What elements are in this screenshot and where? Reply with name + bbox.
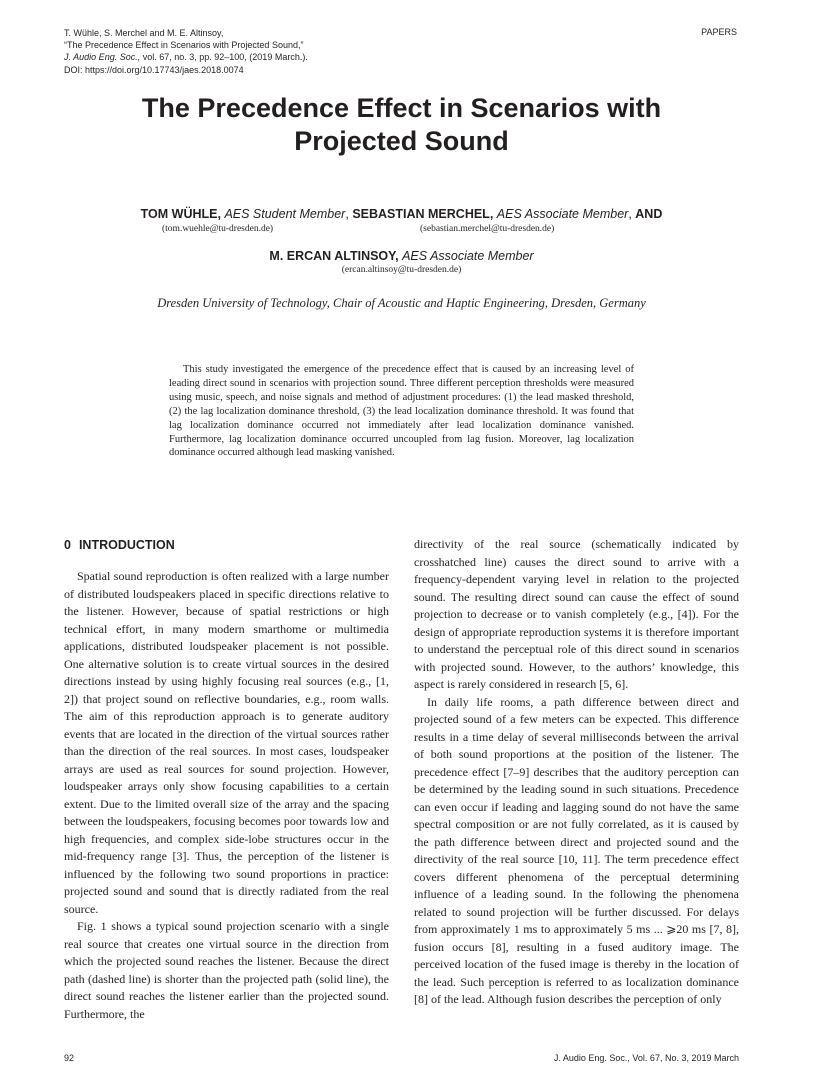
citation-authors: T. Wühle, S. Merchel and M. E. Altinsoy, xyxy=(64,28,224,38)
author2-name: SEBASTIAN MERCHEL, xyxy=(352,207,494,221)
footer-journal-ref: J. Audio Eng. Soc., Vol. 67, No. 3, 2019 March xyxy=(553,1053,739,1063)
paragraph: Fig. 1 shows a typical sound projection scenario with a single real source that creates one virtual source in the direction from which the projected sound reaches the listener. Because the direct path (dashed line) is shorter than the projected path (solid line), the direct sound reaches the listener earlier than the projected sound. Furthermore, the xyxy=(64,919,389,1021)
affiliation: Dresden University of Technology, Chair of Acoustic and Haptic Engineering, Dresden, Germany xyxy=(157,296,646,310)
citation-journal: J. Audio Eng. Soc., xyxy=(64,52,141,63)
author3-email: (ercan.altinsoy@tu-dresden.de) xyxy=(341,265,462,275)
column-right xyxy=(414,536,739,1009)
page-number: 92 xyxy=(64,1053,75,1063)
section-tag: PAPERS xyxy=(701,27,737,37)
section-title: INTRODUCTION xyxy=(78,538,175,552)
author-line-2 xyxy=(60,249,743,263)
author-separator: , xyxy=(628,207,632,221)
author2-role: AES Associate Member xyxy=(496,207,629,221)
author1-name: TOM WÜHLE, xyxy=(140,207,221,221)
citation-doi: DOI: https://doi.org/10.17743/jaes.2018.0074 xyxy=(64,64,244,75)
section-heading xyxy=(64,536,389,554)
author-separator: , xyxy=(345,207,349,221)
paragraph: directivity of the real source (schematically indicated by crosshatched line) causes the direct sound to arrive with a frequency-dependent varying level in relation to the projected sound. The resulting direct sound can cause the effect of sound projection to decrease or to vanish completely (e.g., [4]). For the design of appropriate reproduction systems it is therefore important to understand the perceptual role of this direct sound in scenarios with projected sound. However, to the authors’ knowledge, this aspect is rarely considered in research [5, 6]. xyxy=(414,537,739,691)
section-number: 0 xyxy=(64,538,71,552)
author-conjunction: AND xyxy=(635,207,663,221)
column-left xyxy=(64,536,389,1023)
paragraph: Spatial sound reproduction is often realized with a large number of distributed loudspeakers placed in specific directions relative to the listener. However, because of spatial restrictions or high technical effort, in many modern smarthome or multimedia applications, distributed loudspeaker placement is not possible. One alternative solution is to create virtual sources in the desired directions instead by using highly focusing real sources (e.g., [1, 2]) that project sound on reflective boundaries, e.g., room walls. The aim of this reproduction approach is to generate auditory events that are located in the direction of the virtual sources rather than the direction of the real sources. In most cases, loudspeaker arrays are used as real sources for sound projection. However, loudspeaker arrays only show focusing capabilities to a certain extent. Due to the limited overall size of the array and the spacing between the loudspeakers, focusing becomes poor towards low and high frequencies, and complex side-lobe structures occur in the mid-frequency range [3]. Thus, the perception of the listener is influenced by the following two sound proportions in practice: projected sound and sound that is directly radiated from the real source. xyxy=(64,569,389,916)
paper-title-line1: The Precedence Effect in Scenarios with xyxy=(141,93,662,123)
author1-email: (tom.wuehle@tu-dresden.de) xyxy=(162,224,274,234)
author-line-1 xyxy=(60,207,743,221)
abstract: This study investigated the emergence of the precedence effect that is caused by an increasing level of leading direct sound in scenarios with projection sound. Three different perception thresholds were measured using music, speech, and noise signals and method of adjustment procedures: (1) the lead masked threshold, (2) the lag localization dominance threshold, (3) the lead localization dominance threshold. It was found that lag localization dominance occurred not immediately after lead localization dominance vanished. Furthermore, lag localization dominance occurred uncoupled from lag fusion. Moreover, lag localization dominance occurred although lead masking vanished. xyxy=(169,364,634,459)
citation-title: “The Precedence Effect in Scenarios with Projected Sound,” xyxy=(64,40,304,51)
author2-email: (sebastian.merchel@tu-dresden.de) xyxy=(420,224,555,234)
paper-title-line2: Projected Sound xyxy=(294,126,509,156)
author3-role: AES Associate Member xyxy=(402,249,534,263)
citation-block xyxy=(64,27,308,76)
author3-name: M. ERCAN ALTINSOY, xyxy=(269,249,399,263)
paper-title xyxy=(60,92,743,158)
citation-journal-line xyxy=(64,51,308,63)
citation-details: vol. 67, no. 3, pp. 92–100, (2019 March.). xyxy=(140,52,308,63)
paragraph: In daily life rooms, a path difference between direct and projected sound of a few meters can be expected. This difference results in a time delay of several milliseconds between the arrival of both sound proportions at the position of the listener. The precedence effect [7–9] describes that the auditory perception can be determined by the leading sound in such situations. Precedence can even occur if leading and lagging sound do not have the same spectral composition or are not fully correlated, as it is caused by the path difference between direct and projected sound and the directivity of the real source [10, 11]. The term precedence effect covers different phenomena of the perceptual determining influence of a leading sound. In the following the phenomena related to sound projection will be further discussed. For delays from approximately 1 ms to approximately 5 ms ... ⩾20 ms [7, 8], fusion occurs [8], resulting in a fused auditory image. The perceived location of the fused image is thereby in the location of the lead. Such perception is referred to as localization dominance [8] of the lead. Although fusion describes the perception of only xyxy=(414,694,739,1006)
author1-role: AES Student Member xyxy=(224,207,346,221)
